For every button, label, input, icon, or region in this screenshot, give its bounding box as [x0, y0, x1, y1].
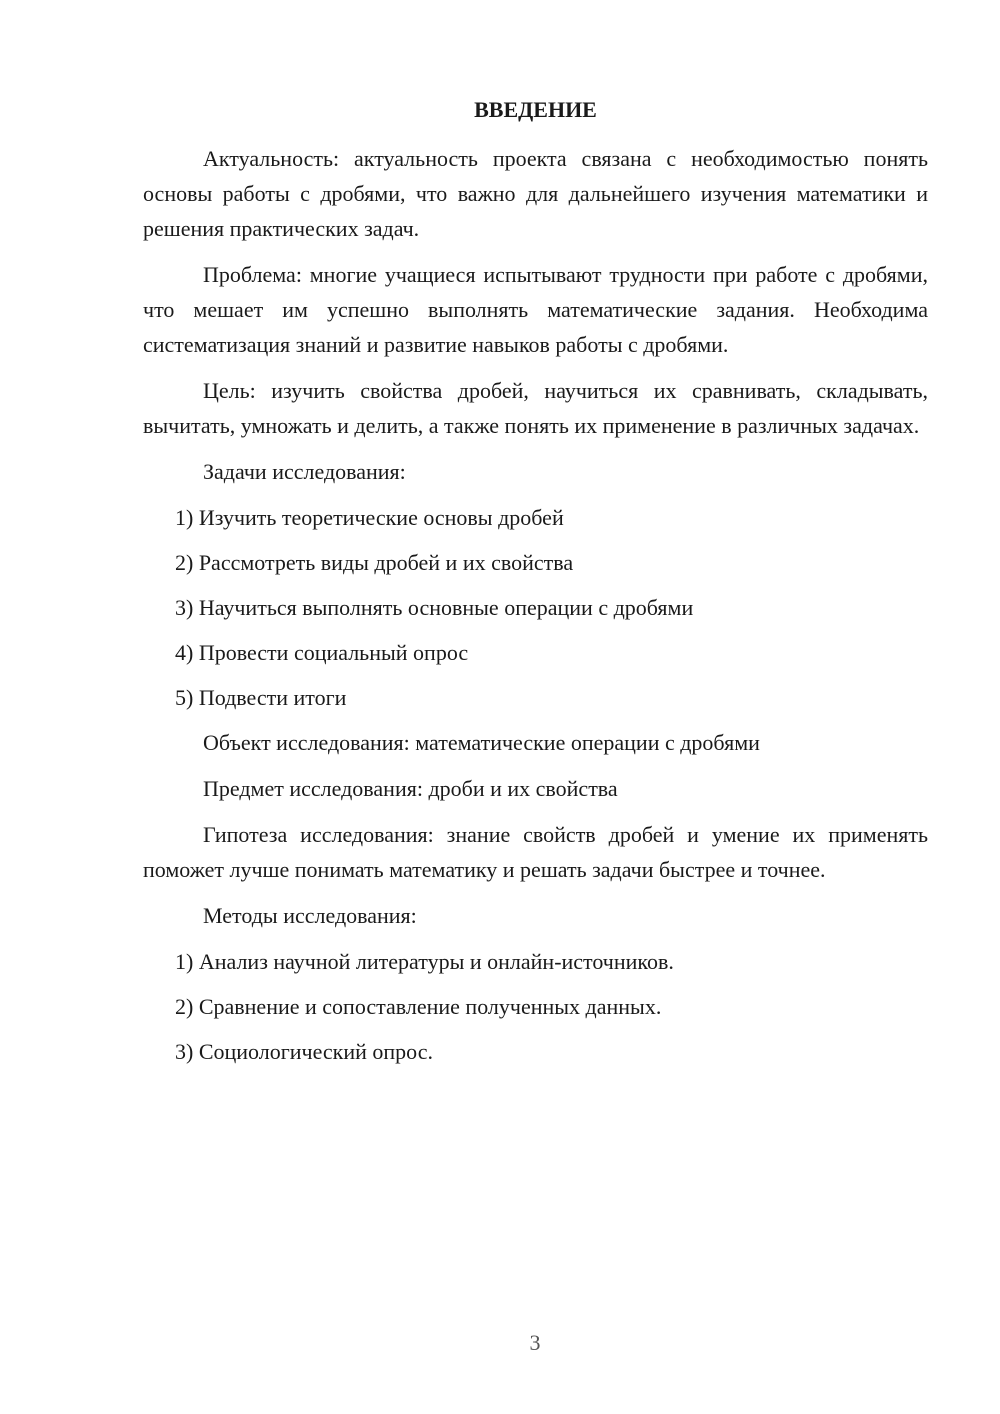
methods-list	[143, 944, 928, 1069]
subject-line: Предмет исследования: дроби и их свойства	[203, 776, 618, 801]
tasks-list	[143, 500, 928, 715]
task-item: 2) Рассмотреть виды дробей и их свойства	[175, 550, 574, 575]
method-item: 1) Анализ научной литературы и онлайн-источников.	[175, 949, 674, 974]
methods-label: Методы исследования:	[203, 903, 417, 928]
task-item: 3) Научиться выполнять основные операции с дробями	[175, 595, 694, 620]
method-item: 2) Сравнение и сопоставление полученных данных.	[175, 994, 662, 1019]
page-title: ВВЕДЕНИЕ	[474, 97, 597, 122]
page-number: 3	[529, 1330, 541, 1355]
hypothesis-paragraph: Гипотеза исследования: знание свойств дробей и умение их применять поможет лучше понимать математику и решать задачи быстрее и точнее.	[143, 822, 928, 882]
task-item: 5) Подвести итоги	[175, 685, 347, 710]
tasks-label: Задачи исследования:	[203, 459, 406, 484]
goal-paragraph: Цель: изучить свойства дробей, научиться их сравнивать, складывать, вычитать, умножать и делить, а также понять их применение в различных задачах.	[143, 378, 928, 438]
method-item: 3) Социологический опрос.	[175, 1039, 433, 1064]
task-item: 4) Провести социальный опрос	[175, 640, 469, 665]
page-content	[143, 92, 928, 1079]
relevance-paragraph: Актуальность: актуальность проекта связана с необходимостью понять основы работы с дробями, что важно для дальнейшего изучения математики и решения практических задач.	[143, 146, 928, 241]
problem-paragraph: Проблема: многие учащиеся испытывают трудности при работе с дробями, что мешает им успешно выполнять математические задания. Необходима систематизация знаний и развитие навыков работы с дробями.	[143, 262, 928, 357]
task-item: 1) Изучить теоретические основы дробей	[175, 505, 564, 530]
object-line: Объект исследования: математические операции с дробями	[203, 730, 760, 755]
